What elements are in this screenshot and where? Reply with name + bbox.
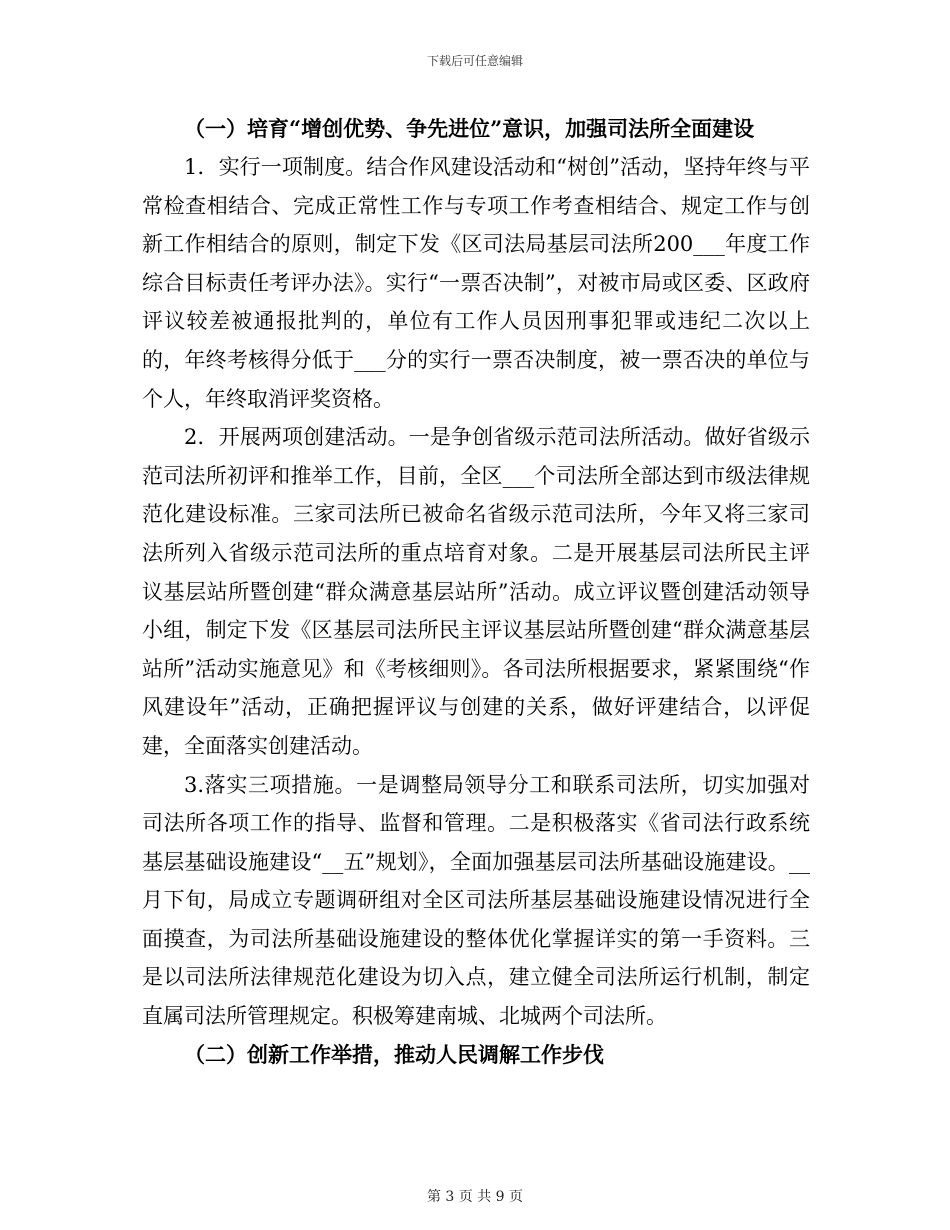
paragraph-3: 3.落实三项措施。一是调整局领导分工和联系司法所，切实加强对司法所各项工作的指导、监督和管理。二是积极落实《省司法行政系统基层基础设施建设“__五”规划》，全面加强基层司法所基础设施建设。__月下旬，局成立专题调研组对全区司法所基层基础设施建设情况进行全面摸查，为司法所基础设施建设的整体优化掌握详实的第一手资料。三是以司法所法律规范化建设为切入点，建立健全司法所运行机制，制定直属司法所管理规定。积极筹建南城、北城两个司法所。 [142,772,810,1029]
document-body [142,110,810,1074]
section-heading-1: （一）培育“增创优势、争先进位”意识，加强司法所全面建设 [184,116,755,141]
paragraph-1: 1．实行一项制度。结合作风建设活动和“树创”活动，坚持年终与平常检查相结合、完成正常性工作与专项工作考查相结合、规定工作与创新工作相结合的原则，制定下发《区司法局基层司法所200___年度工作综合目标责任考评办法》。实行“一票否决制”，对被市局或区委、区政府评议较差被通报批判的，单位有工作人员因刑事犯罪或违纪二次以上的，年终考核得分低于___分的实行一票否决制度，被一票否决的单位与个人，年终取消评奖资格。 [142,155,810,411]
page-number: 第 3 页 共 9 页 [426,1189,524,1205]
section-heading-2: （二）创新工作举措，推动人民调解工作步伐 [184,1041,604,1067]
page-header-note: 下载后可任意编辑 [426,54,523,68]
paragraph-2: 2．开展两项创建活动。一是争创省级示范司法所活动。做好省级示范司法所初评和推举工作，目前，全区___个司法所全部达到市级法律规范化建设标准。三家司法所已被命名省级示范司法所，今年又将三家司法所列入省级示范司法所的重点培育对象。二是开展基层司法所民主评议基层站所暨创建“群众满意基层站所”活动。成立评议暨创建活动领导小组，制定下发《区基层司法所民主评议基层站所暨创建“群众满意基层站所”活动实施意见》和《考核细则》。各司法所根据要求，紧紧围绕“作风建设年”活动，正确把握评议与创建的关系，做好评建结合，以评促建，全面落实创建活动。 [142,425,810,758]
